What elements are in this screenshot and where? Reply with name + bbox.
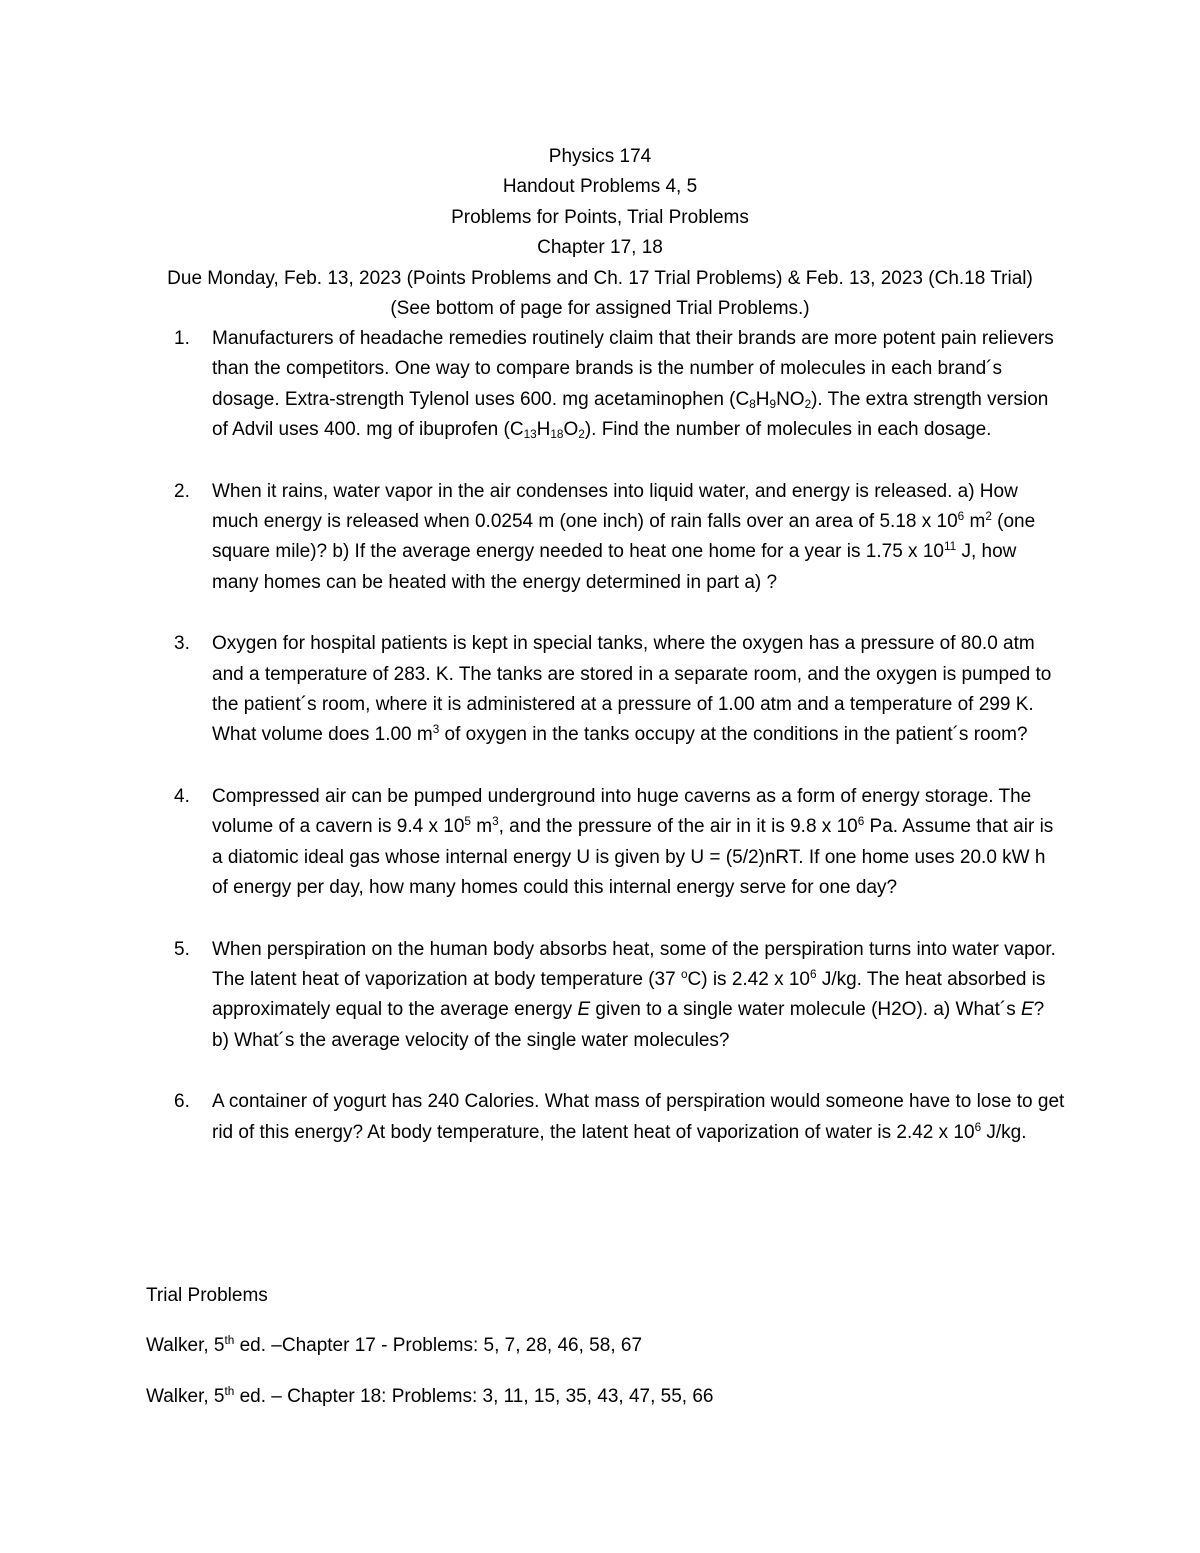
trial-note: (See bottom of page for assigned Trial Problems.): [390, 298, 810, 320]
problem-number: 5.: [174, 938, 190, 960]
problem-text: When perspiration on the human body absorbs heat, some of the perspiration turns into water vapor. The latent heat of vaporization at body temperature (37 $^o$C) is 2.42 x $10^6$ J/kg. The heat absorbed is approximately equal to the average energy E given to a single water molecule (H2O). a) What´s E? b) What´s the average velocity of the single water molecules?: [212, 938, 1056, 1051]
problem-text: Oxygen for hospital patients is kept in special tanks, where the oxygen has a pressure of 80.0 atm and a temperature of 283. K. The tanks are stored in a separate room, and the oxygen is pumped to the patient´s room, where it is administered at a pressure of 1.00 atm and a temperature of 299 K. What volume does 1.00 $m^3$ of oxygen in the tanks occupy at the conditions in the patient´s room?: [212, 633, 1052, 746]
course-title: Physics 174: [548, 146, 652, 167]
problem-item: [146, 782, 1066, 904]
problem-text: A container of yogurt has 240 Calories. What mass of perspiration would someone have to lose to get rid of this energy? At body temperature, the latent heat of vaporization of water is 2.42 x $10^6$ J/kg.: [212, 1091, 1065, 1143]
problem-item: [146, 324, 1066, 446]
problem-item: [146, 629, 1066, 751]
problem-list: [146, 324, 1066, 1179]
trial-chapter-17: Walker, 5th ed. –Chapter 17 - Problems: 5, 7, 28, 46, 58, 67: [146, 1333, 643, 1356]
problem-item: [146, 935, 1066, 1057]
problem-number: 1.: [174, 328, 190, 349]
problem-number: 3.: [174, 633, 190, 655]
problem-item: [146, 477, 1066, 599]
handout-subtitle: Problems for Points, Trial Problems: [451, 206, 749, 228]
problem-number: 4.: [174, 785, 190, 807]
problem-item: [146, 1087, 1066, 1148]
due-date: Due Monday, Feb. 13, 2023 (Points Problems and Ch. 17 Trial Problems) & Feb. 13, 2023 (Ch.18 Trial): [167, 267, 1033, 289]
problem-text: When it rains, water vapor in the air condenses into liquid water, and energy is released. a) How much energy is released when 0.0254 m (one inch) of rain falls over an area of 5.18 x $10^6$ $m^2$ (one square mile)? b) If the average energy needed to heat one home for a year is 1.75 x $10^{11}$ J, how many homes can be heated with the energy determined in part a) ?: [212, 480, 1036, 593]
trial-chapter-18: Walker, 5th ed. – Chapter 18: Problems: 3, 11, 15, 35, 43, 47, 55, 66: [146, 1384, 714, 1407]
trial-problems-heading: Trial Problems: [146, 1285, 268, 1306]
problem-text: Manufacturers of headache remedies routinely claim that their brands are more potent pain relievers than the competitors. One way to compare brands is the number of molecules in each brand´s dosage. Extra-strength Tylenol uses 600. mg acetaminophen $(C_8H_9NO_2)$. The extra strength version of Advil uses 400. mg of ibuprofen $(C_{13}H_{18}O_2)$. Find the number of molecules in each dosage.: [212, 328, 1054, 442]
handout-title: Handout Problems 4, 5: [502, 176, 698, 198]
problem-number: 6.: [174, 1091, 190, 1113]
problem-text: Compressed air can be pumped underground into huge caverns as a form of energy storage. The volume of a cavern is 9.4 x $10^5$ $m^3$, and the pressure of the air in it is 9.8 x $10^6$ Pa. Assume that air is a diatomic ideal gas whose internal energy U is given by U = (5/2)nRT. If one home uses 20.0 kW h of energy per day, how many homes could this internal energy serve for one day?: [212, 785, 1054, 899]
document-header: [100, 142, 1100, 324]
problem-number: 2.: [174, 480, 190, 502]
chapter-label: Chapter 17, 18: [537, 237, 663, 259]
